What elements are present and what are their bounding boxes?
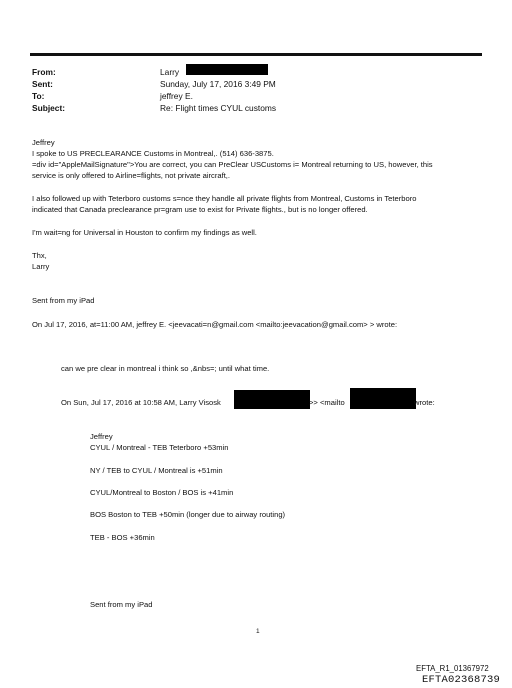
quote2-header-suffix: wrote: [414,398,435,407]
to-value: jeffrey E. [160,91,193,101]
signoff-thx: Thx, [32,251,47,260]
inner-sent-from-ipad: Sent from my iPad [90,600,153,609]
bates-number: EFTA02368739 [422,674,501,686]
route-3: CYUL/Montreal to Boston / BOS is +41min [90,488,234,497]
route-5: TEB - BOS +36min [90,533,155,542]
bates-number-small: EFTA_R1_01367972 [416,664,489,673]
from-value: Larry [160,67,180,77]
inner-greeting: Jeffrey [90,432,113,441]
para1-line1: I spoke to US PRECLEARANCE Customs in Montreal,. (514) 636-3875. [32,149,274,158]
para1-line3: service is only offered to Airline=flights, not private aircraft,. [32,171,231,180]
greeting: Jeffrey [32,138,55,147]
header-rule [30,53,482,56]
subject-value: Re: Flight times CYUL customs [160,103,277,113]
to-label: To: [32,91,45,101]
sent-label: Sent: [32,79,53,89]
quote2-header-mid: >> <mailto [309,398,345,407]
route-2: NY / TEB to CYUL / Montreal is +51min [90,466,223,475]
route-1: CYUL / Montreal - TEB Teterboro +53min [90,443,229,452]
redaction-from [186,64,268,75]
para3: I'm wait=ng for Universal in Houston to confirm my findings as well. [32,228,257,237]
quoted-question: can we pre clear in montreal i think so ,&nbs=; until what time. [61,364,270,373]
redaction-quote2-a [234,390,310,409]
from-label: From: [32,67,56,77]
sent-from-ipad: Sent from my iPad [32,296,95,305]
para2-line2: indicated that Canada preclearance pr=gram use to exist for Private flights., but is no longer offered. [32,205,368,214]
para2-line1: I also followed up with Teterboro customs s=nce they handle all private flights from Montreal, Customs in Teterboro [32,194,417,203]
route-4: BOS Boston to TEB +50min (longer due to airway routing) [90,510,286,519]
page-number: 1 [256,628,260,635]
subject-label: Subject: [32,103,66,113]
quote2-header-prefix: On Sun, Jul 17, 2016 at 10:58 AM, Larry Visosk [61,398,221,407]
redaction-quote2-b [350,388,416,409]
para1-line2: =div id="AppleMailSignature">You are correct, you can PreClear USCustoms i= Montreal returning to US, however, this [32,160,433,169]
signoff-name: Larry [32,262,50,271]
quote-header: On Jul 17, 2016, at=11:00 AM, jeffrey E. <jeevacati=n@gmail.com <mailto:jeevacation@gmail.com> > wrote: [32,320,398,329]
sent-value: Sunday, July 17, 2016 3:49 PM [160,79,276,89]
